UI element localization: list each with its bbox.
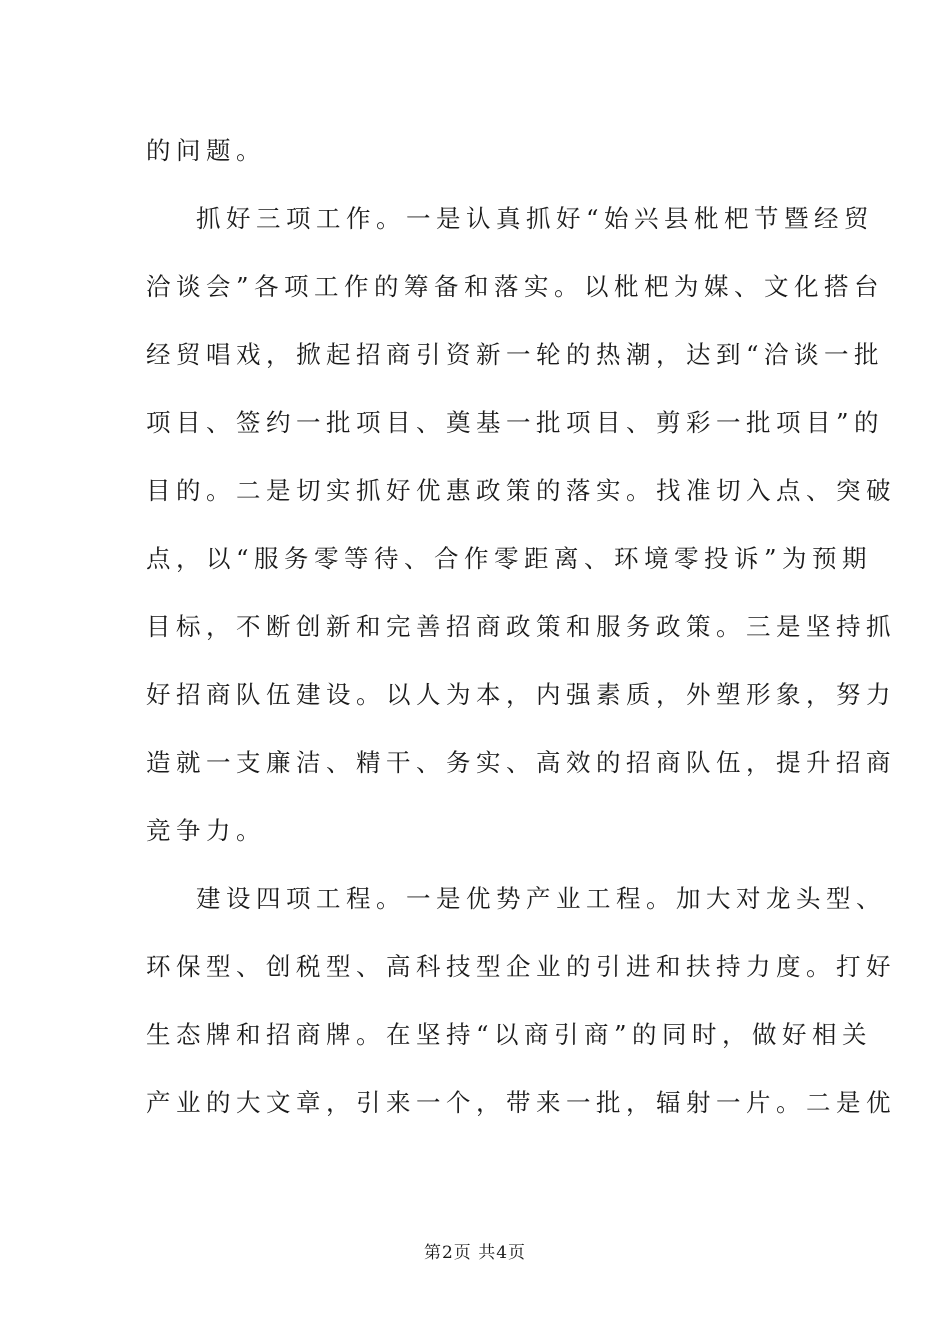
text-line: 产业的大文章，引来一个，带来一批，辐射一片。二是优 <box>146 1088 896 1117</box>
text-line: 的问题。 <box>146 136 266 165</box>
text-line: 建设四项工程。一是优势产业工程。加大对龙头型、 <box>196 884 886 913</box>
text-line: 项目、签约一批项目、奠基一批项目、剪彩一批项目”的 <box>146 408 885 437</box>
text-line: 经贸唱戏，掀起招商引资新一轮的热潮，达到“洽谈一批 <box>146 340 885 369</box>
text-line: 生态牌和招商牌。在坚持“以商引商”的同时，做好相关 <box>146 1020 873 1049</box>
text-line: 洽谈会”各项工作的筹备和落实。以枇杷为媒、文化搭台 <box>146 272 885 301</box>
text-line: 造就一支廉洁、精干、务实、高效的招商队伍，提升招商 <box>146 748 896 777</box>
document-body <box>146 126 896 1146</box>
text-line: 好招商队伍建设。以人为本，内强素质，外塑形象，努力 <box>146 680 896 709</box>
text-line: 竞争力。 <box>146 816 266 845</box>
text-line: 点，以“服务零等待、合作零距离、环境零投诉”为预期 <box>146 544 873 573</box>
text-line: 目的。二是切实抓好优惠政策的落实。找准切入点、突破 <box>146 476 896 505</box>
text-line: 环保型、创税型、高科技型企业的引进和扶持力度。打好 <box>146 952 896 981</box>
text-line: 目标，不断创新和完善招商政策和服务政策。三是坚持抓 <box>146 612 896 641</box>
text-line: 抓好三项工作。一是认真抓好“始兴县枇杷节暨经贸 <box>196 204 875 233</box>
page-number-footer: 第2页 共4页 <box>423 1243 527 1263</box>
